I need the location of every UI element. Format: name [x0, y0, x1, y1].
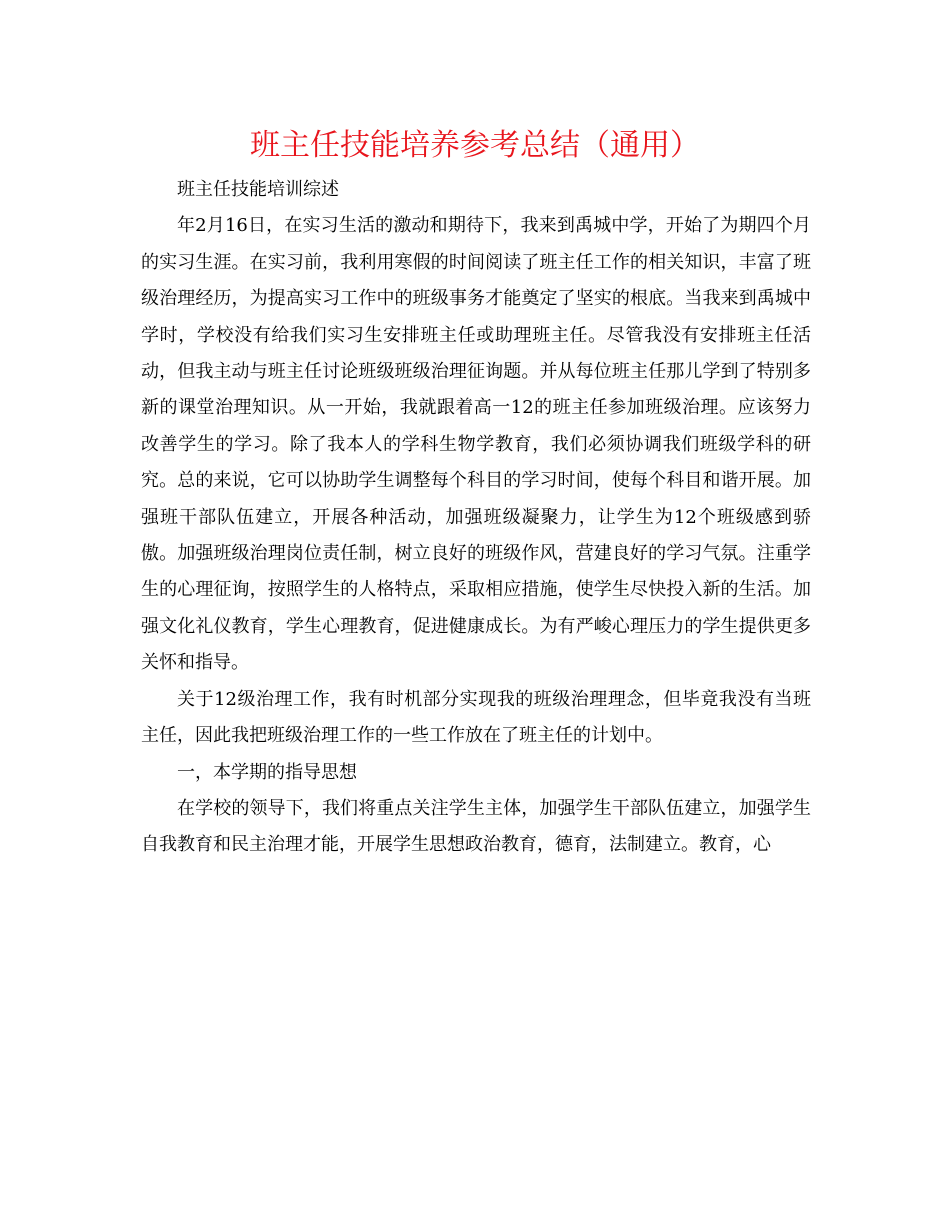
- paragraph-internship-summary: 年2月16日，在实习生活的激动和期待下，我来到禹城中学，开始了为期四个月的实习生涯。在实习前，我利用寒假的时间阅读了班主任工作的相关知识，丰富了班级治理经历，为提高实习工作中的班级事务才能奠定了坚实的根底。当我来到禹城中学时，学校没有给我们实习生安排班主任或助理班主任。尽管我没有安排班主任活动，但我主动与班主任讨论班级班级治理征询题。并从每位班主任那儿学到了特别多新的课堂治理知识。从一开始，我就跟着高一12的班主任参加班级治理。应该努力改善学生的学习。除了我本人的学科生物学教育，我们必须协调我们班级学科的研究。总的来说，它可以协助学生调整每个科目的学习时间，使每个科目和谐开展。加强班干部队伍建立，开展各种活动，加强班级凝聚力，让学生为12个班级感到骄傲。加强班级治理岗位责任制，树立良好的班级作风，营建良好的学习气氛。注重学生的心理征询，按照学生的人格特点，采取相应措施，使学生尽快投入新的生活。加强文化礼仪教育，学生心理教育，促进健康成长。为有严峻心理压力的学生提供更多关怀和指导。: [141, 215, 811, 674]
- paragraph-school-leadership: 在学校的领导下，我们将重点关注学生主体，加强学生干部队伍建立，加强学生自我教育和民主治理才能，开展学生思想政治教育，德育，法制建立。教育，心: [141, 797, 811, 856]
- paragraph-section-heading: 班主任技能培训综述: [177, 179, 339, 200]
- document-body: [141, 172, 811, 864]
- paragraph-guiding-thought-heading: 一，本学期的指导思想: [177, 761, 357, 783]
- paragraph-class-management: 关于12级治理工作，我有时机部分实现我的班级治理理念，但毕竟我没有当班主任，因此我把班级治理工作的一些工作放在了班主任的计划中。: [141, 688, 811, 747]
- document-title: 班主任技能培养参考总结（通用）: [250, 128, 700, 163]
